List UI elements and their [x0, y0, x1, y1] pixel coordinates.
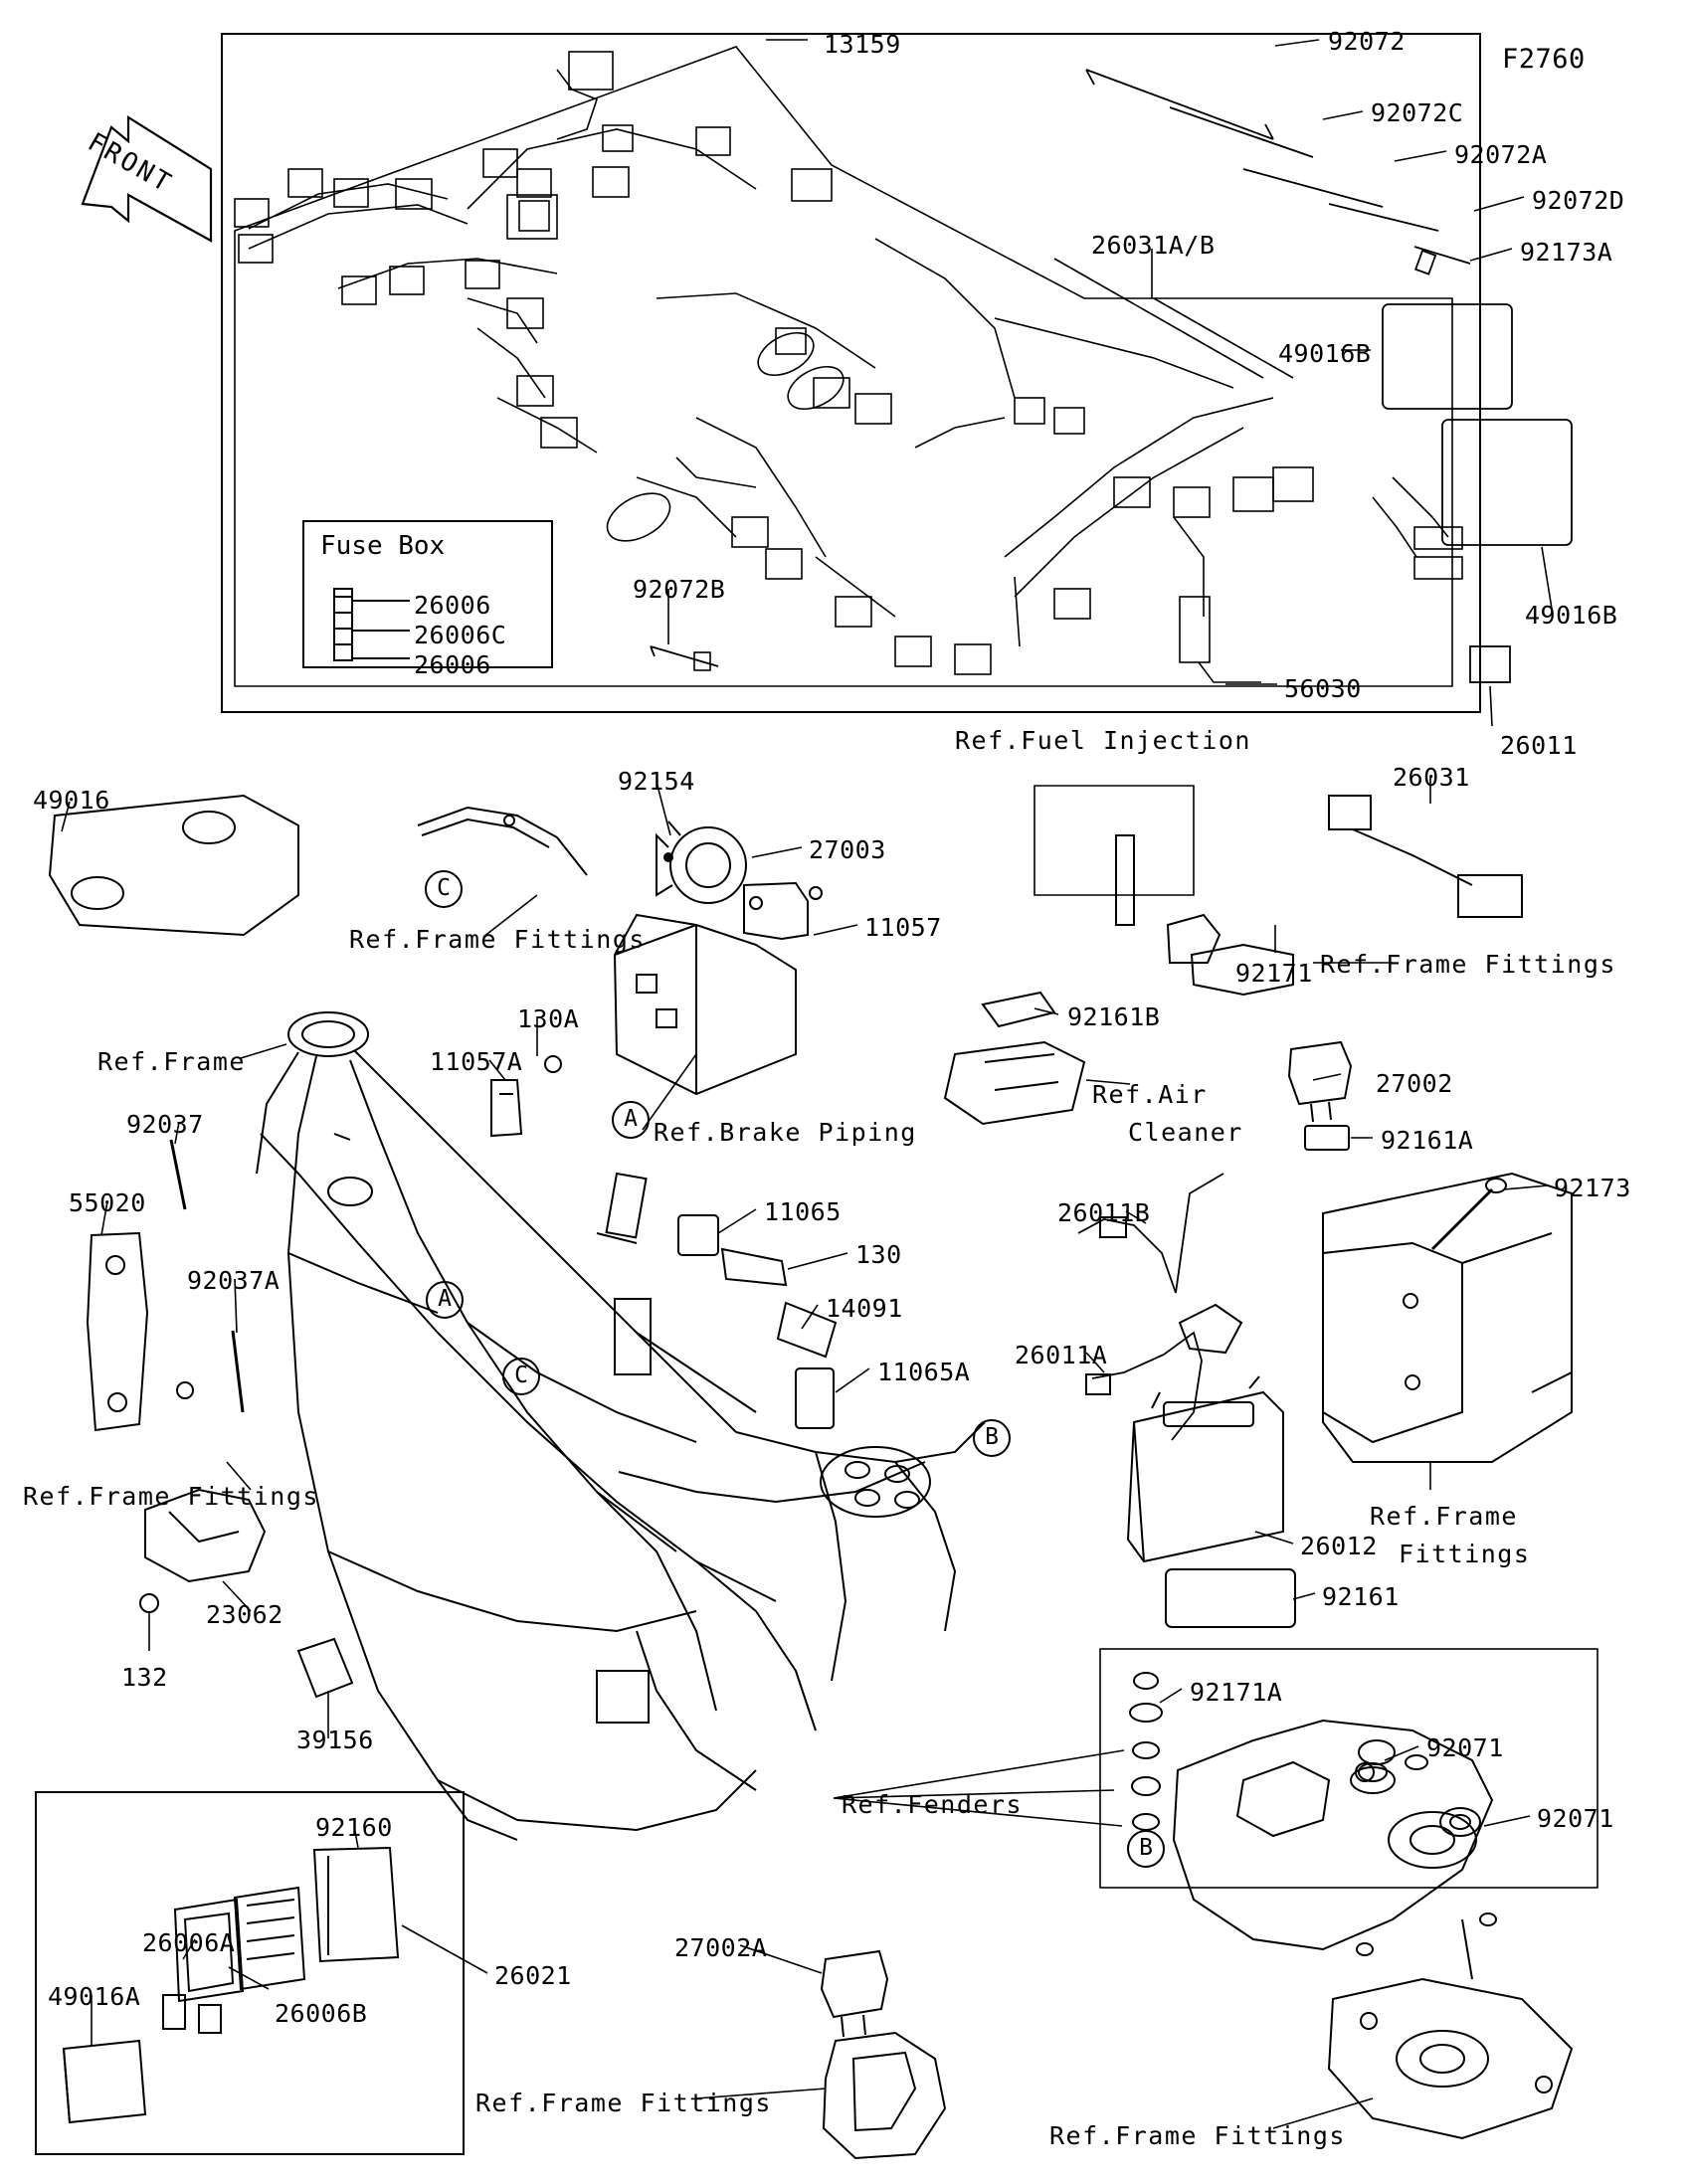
- ref-frame-fittings-6: Ref.Frame Fittings: [1049, 2121, 1346, 2150]
- part-label-11057A: 11057A: [430, 1047, 523, 1076]
- part-label-92072A: 92072A: [1454, 140, 1548, 169]
- fuse-item-1: 26006C: [414, 621, 507, 649]
- diagram-code: F2760: [1502, 44, 1586, 75]
- part-label-13159: 13159: [824, 30, 901, 59]
- part-label-26031: 26031: [1393, 763, 1470, 792]
- part-label-39156: 39156: [296, 1726, 374, 1754]
- fuse-item-2: 26006: [414, 650, 491, 679]
- part-label-11065A: 11065A: [877, 1358, 971, 1386]
- part-label-11065: 11065: [764, 1197, 842, 1226]
- callout-circle-a-2: A: [426, 1281, 464, 1319]
- fuse-box-title: Fuse Box: [320, 531, 446, 561]
- fuse-item-0: 26006: [414, 591, 491, 620]
- ref-air-cleaner-line2: Cleaner: [1128, 1118, 1243, 1147]
- part-label-92037: 92037: [126, 1110, 204, 1139]
- part-label-92072C: 92072C: [1371, 98, 1464, 127]
- ref-frame-fittings-4a: Ref.Frame: [1370, 1502, 1518, 1531]
- part-label-26006A: 26006A: [142, 1928, 236, 1957]
- part-label-92173: 92173: [1554, 1174, 1631, 1202]
- part-label-92160: 92160: [315, 1813, 393, 1842]
- ref-fenders: Ref.Fenders: [842, 1790, 1024, 1819]
- callout-circle-a-1: A: [612, 1101, 650, 1139]
- part-label-92072: 92072: [1328, 27, 1406, 56]
- part-label-55020: 55020: [69, 1188, 146, 1217]
- part-label-49016B-2: 49016B: [1525, 601, 1618, 630]
- part-label-26011B: 26011B: [1057, 1198, 1151, 1227]
- ref-frame: Ref.Frame: [97, 1047, 246, 1076]
- part-label-26012: 26012: [1300, 1532, 1378, 1560]
- part-label-92161B: 92161B: [1067, 1002, 1161, 1031]
- part-label-92072B: 92072B: [633, 575, 726, 604]
- part-label-26021: 26021: [494, 1961, 572, 1990]
- part-label-14091: 14091: [826, 1294, 903, 1323]
- ref-frame-fittings-2: Ref.Frame Fittings: [1320, 950, 1616, 979]
- callout-circle-c-1: C: [425, 870, 463, 908]
- part-label-92071: 92071: [1426, 1733, 1504, 1762]
- part-label-23062: 23062: [206, 1600, 283, 1629]
- part-label-130A: 130A: [517, 1004, 580, 1033]
- part-label-92171: 92171: [1235, 959, 1313, 988]
- part-label-26011A: 26011A: [1015, 1341, 1108, 1369]
- front-arrow-label: FRONT: [83, 127, 178, 200]
- part-label-11057: 11057: [864, 913, 942, 942]
- part-label-26006B: 26006B: [275, 1999, 368, 2028]
- part-label-26011: 26011: [1500, 731, 1578, 760]
- callout-circle-b-1: B: [973, 1419, 1011, 1457]
- part-label-92037A: 92037A: [187, 1266, 281, 1295]
- part-label-92171A: 92171A: [1190, 1678, 1283, 1707]
- part-label-92071-2: 92071: [1537, 1804, 1614, 1833]
- part-label-26031AB: 26031A/B: [1091, 231, 1216, 260]
- part-label-49016A: 49016A: [48, 1982, 141, 2011]
- part-label-92161: 92161: [1322, 1582, 1400, 1611]
- part-label-132: 132: [121, 1663, 168, 1692]
- part-label-27002: 27002: [1376, 1069, 1453, 1098]
- part-label-27003: 27003: [809, 835, 886, 864]
- part-label-56030: 56030: [1284, 674, 1362, 703]
- ref-brake-piping: Ref.Brake Piping: [654, 1118, 917, 1147]
- ref-frame-fittings-1: Ref.Frame Fittings: [349, 925, 646, 954]
- part-label-49016: 49016: [33, 786, 110, 815]
- part-label-92072D: 92072D: [1532, 186, 1625, 215]
- part-label-27002A: 27002A: [674, 1933, 768, 1962]
- ref-air-cleaner-line1: Ref.Air: [1092, 1080, 1208, 1109]
- ref-frame-fittings-4b: Fittings: [1399, 1540, 1531, 1568]
- part-label-92161A: 92161A: [1381, 1126, 1474, 1155]
- ref-frame-fittings-5: Ref.Frame Fittings: [475, 2089, 772, 2117]
- ref-frame-fittings-3: Ref.Frame Fittings: [23, 1482, 319, 1511]
- part-label-130: 130: [855, 1240, 902, 1269]
- callout-circle-c-2: C: [502, 1358, 540, 1395]
- part-label-92154: 92154: [618, 767, 695, 796]
- callout-circle-b-2: B: [1127, 1830, 1165, 1868]
- part-label-49016B: 49016B: [1278, 339, 1372, 368]
- part-label-92173A: 92173A: [1520, 238, 1613, 267]
- ref-fuel-injection: Ref.Fuel Injection: [955, 726, 1251, 755]
